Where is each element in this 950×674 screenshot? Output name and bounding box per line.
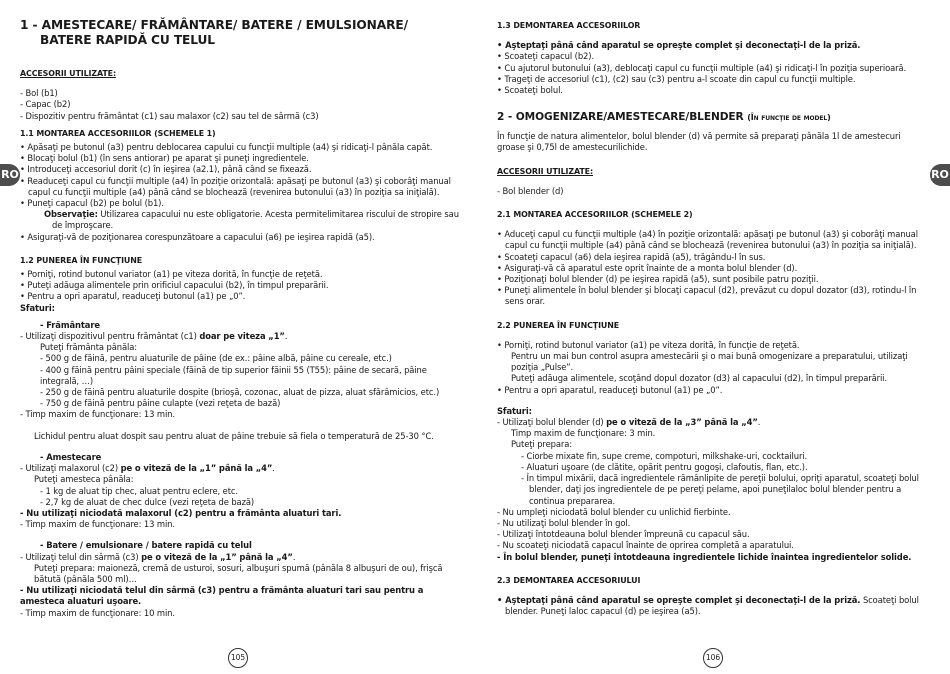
list-item: - În timpul mixării, dacă ingredientele rămânlipite de pereţii bolului, opriţi aparatul, scoateţi bolul blender, daţi jos ingredientele de pe pereţi pelame, apoi puneţilaloc bolul blender pentru a continua prepararea. bbox=[521, 473, 919, 506]
list-item: • Puneţi alimentele în bolul blender şi blocaţi capacul (d2), prevăzut cu dopul dozator (d3), rotindu-l în sens orar. bbox=[497, 285, 917, 307]
section-2-3-heading: 2.3 DEMONTAREA ACCESORIULUI bbox=[497, 575, 641, 585]
list-item: - Nu utilizaţi bolul blender în gol. bbox=[497, 517, 631, 528]
page-number-right: 106 bbox=[703, 648, 723, 668]
list-item: - 2,7 kg de aluat de chec dulce (vezi reţeta de bază) bbox=[40, 496, 255, 507]
kneading-heading: - Frământare bbox=[40, 319, 100, 330]
whisking-usage bbox=[20, 552, 460, 563]
blender-warning: - În bolul blender, puneţi întotdeauna ingredientele lichide înaintea ingredientelor solide. bbox=[497, 551, 912, 562]
list-item: - Dispozitiv pentru frământat (c1) sau malaxor (c2) sau tel de sârmă (c3) bbox=[20, 110, 319, 121]
section-2-title bbox=[497, 110, 930, 125]
blender-time: Timp maxim de funcţionare: 3 min. bbox=[511, 428, 656, 439]
list-item: - Utilizaţi întotdeauna bolul blender împreună cu capacul său. bbox=[497, 529, 750, 540]
list-item: • Scoateţi capacul (b2). bbox=[497, 51, 595, 62]
whisking-warning: - Nu utilizaţi niciodată telul din sârmă (c3) pentru a frământa aluaturi tari sau pentru a amesteca aluaturi uşoare. bbox=[20, 585, 424, 607]
language-tab-right: RO bbox=[930, 164, 950, 186]
kneading-capacity: Puteţi frământa pânăla: bbox=[40, 342, 137, 353]
tips-heading: Sfaturi: bbox=[497, 405, 532, 416]
list-item: • Trageţi de accesoriul (c1), (c2) sau (c3) pentru a-l scoate din capul cu funcţii multiple. bbox=[497, 73, 856, 84]
section-1-2-heading: 1.2 PUNEREA ÎN FUNCŢIUNE bbox=[20, 255, 143, 265]
section-2-2-heading: 2.2 PUNEREA ÎN FUNCŢIUNE bbox=[497, 320, 620, 330]
add-food-note: Puteţi adăuga alimentele, scoţând dopul dozator (d3) al capacului (d2), în timpul preparării. bbox=[511, 373, 887, 384]
list-item: • Puteţi adăuga alimentele prin orificiul capacului (b2), în timpul preparării. bbox=[20, 280, 329, 291]
whisking-capacity: Puteţi prepara: maioneză, cremă de usturoi, sosuri, albuşuri spumă (pânăla 8 albuşuri de ou), frişcă bătută (pânăla 500 ml)… bbox=[34, 562, 443, 584]
tips-heading: Sfaturi: bbox=[20, 302, 55, 313]
text-span: . bbox=[284, 331, 288, 342]
list-item: - Nu scoateţi niciodată capacul înainte de oprirea completă a aparatului. bbox=[497, 540, 794, 551]
text-span: Scoateţi bolul blender. Puneţi laloc capacul (d) pe ieşirea (a5). bbox=[505, 594, 919, 617]
mixing-usage bbox=[20, 463, 460, 474]
list-item: - Capac (b2) bbox=[20, 99, 71, 110]
list-item: • Porniţi, rotind butonul variator (a1) pe viteza dorită, în funcţie de reţetă. bbox=[20, 269, 323, 280]
section-2-title-text: 2 - OMOGENIZARE/AMESTECARE/BLENDER bbox=[497, 111, 744, 124]
list-item: - Bol blender (d) bbox=[497, 185, 564, 196]
right-page bbox=[497, 20, 930, 617]
speed-emphasis: doar pe viteza „1” bbox=[199, 331, 285, 342]
list-item: • Asiguraţi-vă de poziţionarea corespunzătoare a capacului (a6) pe ieşirea rapidă (a5). bbox=[20, 231, 375, 242]
whisking-time: - Timp maxim de funcţionare: 10 min. bbox=[20, 607, 175, 618]
list-item: - Aluaturi uşoare (de clătite, opărit pentru gogoşi, clafoutis, flan, etc.). bbox=[521, 461, 808, 472]
list-item: - 750 g de făină pentru pâine culapte (vezi reţeta de bază) bbox=[40, 398, 281, 409]
list-item: - Nu umpleţi niciodată bolul blender cu unlichid fierbinte. bbox=[497, 506, 731, 517]
kneading-usage bbox=[20, 331, 460, 342]
language-tab-left: RO bbox=[0, 164, 20, 186]
list-item: • Apăsaţi pe butonul (a3) pentru deblocarea capului cu funcţii multiple (a4) şi ridicaţi-l pânăla capăt. bbox=[20, 142, 433, 153]
blender-usage bbox=[497, 417, 930, 428]
text-span: • Aşteptaţi până când aparatul se opreşte complet şi deconectaţi-l de la priză. bbox=[497, 594, 861, 605]
kneading-time: - Timp maxim de funcţionare: 13 min. bbox=[20, 409, 175, 420]
list-item bbox=[497, 595, 930, 617]
speed-emphasis: pe o viteză de la „1” până la „4” bbox=[120, 463, 273, 474]
blender-intro: În funcţie de natura alimentelor, bolul blender (d) vă permite să preparaţi pânăla 1l de amestecuri groase şi 0,75l de amestecurilichide. bbox=[497, 131, 901, 153]
list-item: - Bol (b1) bbox=[20, 88, 58, 99]
list-item: - 1 kg de aluat tip chec, aluat pentru eclere, etc. bbox=[40, 485, 238, 496]
text-span: - Utilizaţi bolul blender (d) bbox=[497, 417, 607, 428]
mixing-capacity: Puteţi amesteca pânăla: bbox=[34, 474, 134, 485]
list-item: • Pentru a opri aparatul, readuceţi butonul (a1) pe „0”. bbox=[497, 384, 723, 395]
list-item: • Readuceţi capul cu funcţii multiple (a4) în poziţie orizontală: apăsaţi pe butonul (a3) şi coborâţi manual capul cu funcţii multiple (a4) până când se blochează (revenirea butonului (a3) în poziţia sa iniţială). bbox=[20, 175, 451, 197]
list-item: • Scoateţi bolul. bbox=[497, 85, 563, 96]
observation-text: Utilizarea capacului nu este obligatorie. Acesta permitelimitarea riscului de stropire sau de împroşcare. bbox=[52, 209, 459, 231]
text-span: - Utilizaţi malaxorul (c2) bbox=[20, 463, 121, 474]
list-item: • Aşteptaţi până când aparatul se opreşte complet şi deconectaţi-l de la priză. bbox=[497, 40, 861, 51]
accessories-heading: ACCESORII UTILIZATE: bbox=[497, 166, 593, 176]
list-item: • Blocaţi bolul (b1) (în sens antiorar) pe aparat şi puneţi ingredientele. bbox=[20, 153, 309, 164]
list-item: • Scoateţi capacul (a6) dela ieşirea rapidă (a5), trăgându-l în sus. bbox=[497, 251, 766, 262]
text-span: - Utilizaţi dispozitivul pentru frământat (c1) bbox=[20, 331, 200, 342]
list-item: • Introduceţi accesoriul dorit (c) în ieşirea (a2.1), până când se fixează. bbox=[20, 164, 312, 175]
list-item: • Aduceţi capul cu funcţii multiple (a4) în poziţie orizontală: apăsaţi pe butonul (a3) şi coborâţi manual capul cu funcţii multiple (a4) până când se blochează (revenirea butonului (a3) în poziţia sa iniţială). bbox=[497, 229, 918, 251]
list-item: - 400 g făină pentru pâini speciale (făină de tip superior făinii 55 (T55): pâine de secară, pâine integrală, …) bbox=[40, 364, 427, 386]
accessories-heading: ACCESORII UTILIZATE: bbox=[20, 69, 116, 78]
liquid-temperature-note: Lichidul pentru aluat dospit sau pentru aluat de pâine trebuie să fiela o temperatură de 25-30 °C. bbox=[34, 430, 434, 441]
speed-emphasis: pe o viteză de la „3” până la „4” bbox=[606, 417, 758, 428]
section-1-title: 1 - AMESTECARE/ FRĂMÂNTARE/ BATERE / EMULSIONARE/ BATERE RAPIDĂ CU TELUL bbox=[20, 18, 408, 47]
text-span: . bbox=[292, 551, 296, 562]
observation-note bbox=[20, 209, 460, 231]
blender-capacity: Puteţi prepara: bbox=[511, 439, 572, 450]
whisking-heading: - Batere / emulsionare / batere rapidă cu telul bbox=[40, 540, 252, 551]
section-1-3-heading: 1.3 DEMONTAREA ACCESORIILOR bbox=[497, 21, 641, 30]
observation-label: Observaţie: bbox=[44, 209, 98, 220]
list-item: - 500 g de făină, pentru aluaturile de pâine (de ex.: pâine albă, pâine cu cereale, etc.) bbox=[40, 353, 392, 364]
text-span: . bbox=[272, 463, 275, 474]
section-1-1-heading: 1.1 MONTAREA ACCESORIILOR (SCHEMELE 1) bbox=[20, 128, 216, 138]
list-item: • Pentru a opri aparatul, readuceţi butonul (a1) pe „0”. bbox=[20, 291, 246, 302]
list-item: • Asiguraţi-vă că aparatul este oprit înainte de a monta bolul blender (d). bbox=[497, 262, 798, 273]
list-item: • Poziţionaţi bolul blender (d) pe ieşirea rapidă (a5), sunt posibile patru poziţii. bbox=[497, 274, 819, 285]
list-item: - Ciorbe mixate fin, supe creme, compoturi, milkshake-uri, cocktailuri. bbox=[521, 450, 808, 461]
pulse-note: Pentru un mai bun control asupra amestecării şi o mai bună omogenizare a preparatului, utilizaţi poziţia „Pulse”. bbox=[511, 351, 908, 373]
section-2-1-heading: 2.1 MONTAREA ACCESORIILOR (SCHEMELE 2) bbox=[497, 210, 693, 220]
text-span: . bbox=[757, 417, 761, 428]
list-item: • Puneţi capacul (b2) pe bolul (b1). bbox=[20, 198, 164, 209]
page-number-left: 105 bbox=[228, 648, 248, 668]
mixing-warning: - Nu utilizaţi niciodată malaxorul (c2) pentru a frământa aluaturi tari. bbox=[20, 507, 342, 518]
text-span: - Utilizaţi telul din sârmă (c3) bbox=[20, 551, 142, 562]
left-page bbox=[20, 18, 460, 619]
mixing-time: - Timp maxim de funcţionare: 13 min. bbox=[20, 519, 175, 530]
list-item: - 250 g de făină pentru aluaturile dospite (brioşă, cozonac, aluat de pizza, aluat sfărâmicios, etc.) bbox=[40, 387, 440, 398]
mixing-heading: - Amestecare bbox=[40, 451, 102, 462]
list-item: • Cu ajutorul butonului (a3), deblocaţi capul cu funcţii multiple (a4) şi ridicaţi-l în poziţia superioară. bbox=[497, 62, 907, 73]
list-item: • Porniţi, rotind butonul variator (a1) pe viteza dorită, în funcţie de reţetă. bbox=[497, 339, 800, 350]
section-2-title-subtitle: (În funcţie de model) bbox=[747, 113, 831, 123]
speed-emphasis: pe o viteză de la „1” până la „4” bbox=[141, 551, 293, 562]
